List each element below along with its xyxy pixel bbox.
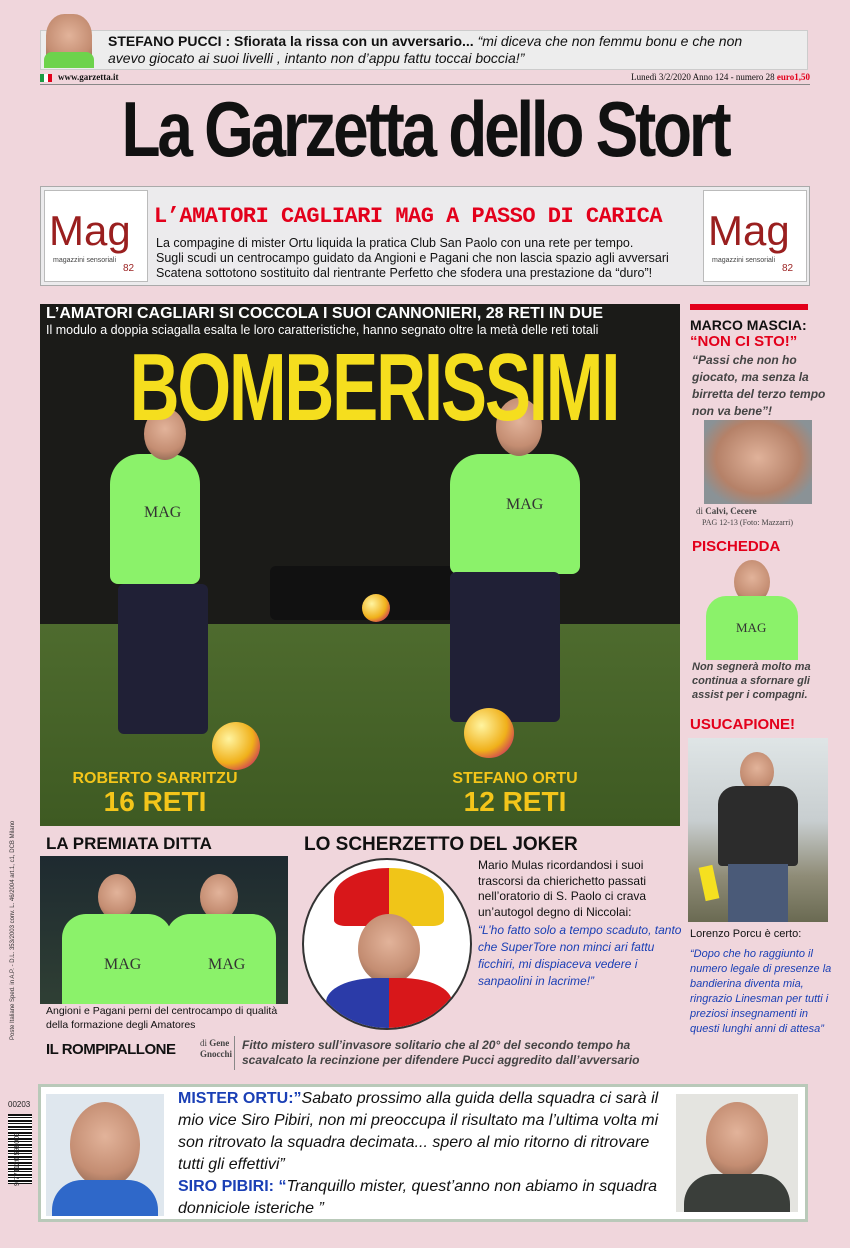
main-story-kicker: L’AMATORI CAGLIARI SI COCCOLA I SUOI CANNONIERI, 28 RETI IN DUE [46,305,604,322]
player-1-legs [118,584,208,734]
usucapione-title: USUCAPIONE! [690,716,796,733]
joker-text: Mario Mulas ricordandosi i suoi trascorsi da chierichetto passati nell’oratorio di S. Paolo ci crava un’autogol degno di Niccolai: [478,858,647,919]
barcode-issue: 00203 [8,1100,31,1109]
mag-logo-word: Mag [49,207,131,254]
pibiri-photo [676,1094,798,1212]
ortu-head [70,1102,140,1188]
porcu-trousers [728,864,788,922]
pibiri-label: SIRO PIBIRI: “ [178,1178,287,1195]
masthead-date: Lunedì 3/2/2020 Anno 124 - numero 28 [631,72,775,82]
ortu-shirt [52,1180,158,1216]
mag-logo-number: 82 [123,263,135,274]
mag-logo-word: Mag [708,207,790,254]
top-quote-text [108,33,748,67]
mag-logo-left [44,190,148,282]
rompipallone-text: Fitto mistero sull’invasore solitario che al 20° del secondo tempo ha scavalcato la recinzione per difendere Pucci aggredito dall’avversario [242,1038,640,1067]
pucci-avatar-shirt [44,52,94,68]
player-2-name: STEFANO ORTU [452,770,578,787]
premiata-photo [40,856,288,1004]
pischedda-jersey-logo: MAG [736,620,767,635]
pagani-jersey-logo: MAG [208,956,246,973]
player-1-goals: 16 RETI [103,786,207,817]
sidebar-red-rule [690,304,808,310]
ortu-statement [178,1088,662,1176]
player-2-torso [450,454,580,574]
mascia-byline [696,506,826,516]
masthead-title: La Garzetta dello Stort [121,85,729,173]
mag-logo-right [703,190,807,282]
mascia-byline-prefix: di [696,506,704,516]
rompipallone-divider [234,1036,235,1070]
main-story-headline: BOMBERISSIMI [129,334,619,441]
mascia-page-ref[interactable]: PAG 12-13 (Foto: Mazzarri) [702,518,794,527]
mag-logo-number: 82 [782,263,794,274]
pibiri-head [706,1102,768,1178]
porcu-quote: “Dopo che ho raggiunto il numero legale di presenze la bandierina diventa mia, ringrazio Linesman per tutti i preziosi insegnamenti in questi lunghi anni di attesa” [690,948,832,1035]
barcode-digits: 9 771120 598003 [14,1132,21,1186]
masthead-price: euro1,50 [776,72,810,82]
porcu-photo [688,738,828,922]
player-1-jersey-logo: MAG [144,504,182,521]
masthead-website[interactable]: www.garzetta.it [58,72,119,82]
soccer-ball-3 [362,594,390,622]
pibiri-shirt [684,1174,790,1212]
side-print: Poste Italiane Sped. in A.P. - D.L. 353/2003 conv. L. 46/2004 art.1, c1, DCB Milano [10,820,16,1040]
rompipallone-logo: IL ROMPIPALLONE [46,1041,176,1058]
porcu-jacket [718,786,798,866]
joker-face [358,914,420,984]
player-1-name: ROBERTO SARRITZU [72,770,238,787]
top-quote-speaker: STEFANO PUCCI : Sfiorata la rissa con un avversario... [108,33,474,49]
pischedda-photo [692,560,812,660]
mascia-name: MARCO MASCIA: [690,317,807,333]
banner-line-2: Sugli scudi un centrocampo guidato da Angioni e Pagani che non lascia spazio agli avversari [156,251,669,265]
mag-logo-subtitle: magazzini sensoriali [53,257,117,264]
italy-flag-icon [40,74,52,82]
joker-costume [326,978,452,1030]
banner-line-3: Scatena sottotono sostituito dal rientrante Perfetto che sfodera una prestazione da “duro”! [156,266,653,280]
pibiri-quote: Tranquillo mister, quest’anno non abiamo in squadra donniciole isteriche ” [178,1178,658,1217]
corner-flag [699,865,720,901]
premiata-title: LA PREMIATA DITTA [46,834,212,853]
rompipallone-byline-author: Gene Gnocchi [200,1038,233,1059]
pibiri-statement [178,1176,662,1220]
banner-body [156,236,704,281]
joker-illustration [302,858,472,1030]
soccer-ball-1 [212,722,260,770]
mascia-photo [704,420,812,504]
banner-headline: L’AMATORI CAGLIARI MAG A PASSO DI CARICA [154,204,663,229]
rompipallone-byline-prefix: di [200,1038,208,1048]
porcu-intro: Lorenzo Porcu è certo: [690,928,802,940]
joker-title: LO SCHERZETTO DEL JOKER [304,834,578,855]
banner-line-1: La compagine di mister Ortu liquida la pratica Club San Paolo con una rete per tempo. [156,236,634,250]
joker-quote: “L’ho fatto solo a tempo scaduto, tanto che SuperTore non minci ari fattu ficchiri, mi dispiaceva vedere i sanpaolini in lacrime!” [478,923,682,988]
player-2-goals: 12 RETI [463,786,567,817]
mascia-byline-authors: Calvi, Cecere [705,506,757,516]
ortu-label: MISTER ORTU:” [178,1090,302,1107]
pischedda-caption: Non segnerà molto ma continua a sfornare gli assist per i compagni. [692,661,811,701]
mascia-quote: “Passi che non ho giocato, ma senza la birretta del terzo tempo non va bene”! [692,353,826,418]
ortu-quote: Sabato prossimo alla guida della squadra ci sarà il mio vice Siro Pibiri, non mi preoccupa il risultato ma l’ultima volta mi son ritrovato la squadra decimata... spero al mio ritorno di ritrovare tutti gli effettivi” [178,1090,659,1173]
player-2-legs [450,572,560,722]
premiata-caption: Angioni e Pagani perni del centrocampo di qualità della formazione degli Amatores [46,1005,278,1031]
soccer-ball-2 [464,708,514,758]
pischedda-title: PISCHEDDA [692,538,781,555]
main-story-subhead: Il modulo a doppia sciagalla esalta le loro caratteristiche, hanno segnato oltre la metà delle reti totali [46,323,599,337]
mag-logo-subtitle: magazzini sensoriali [712,257,776,264]
angioni-jersey-logo: MAG [104,956,142,973]
ortu-photo [46,1094,164,1216]
mascia-headline: “NON CI STO!” [690,333,798,350]
player-2-jersey-logo: MAG [506,496,544,513]
top-quote-body: “mi diceva che non femmu bonu e che non avevo giocato ai suoi livelli , intanto non d’appu fattu toccai boccia!” [108,33,743,66]
masthead-dateline [631,72,810,82]
